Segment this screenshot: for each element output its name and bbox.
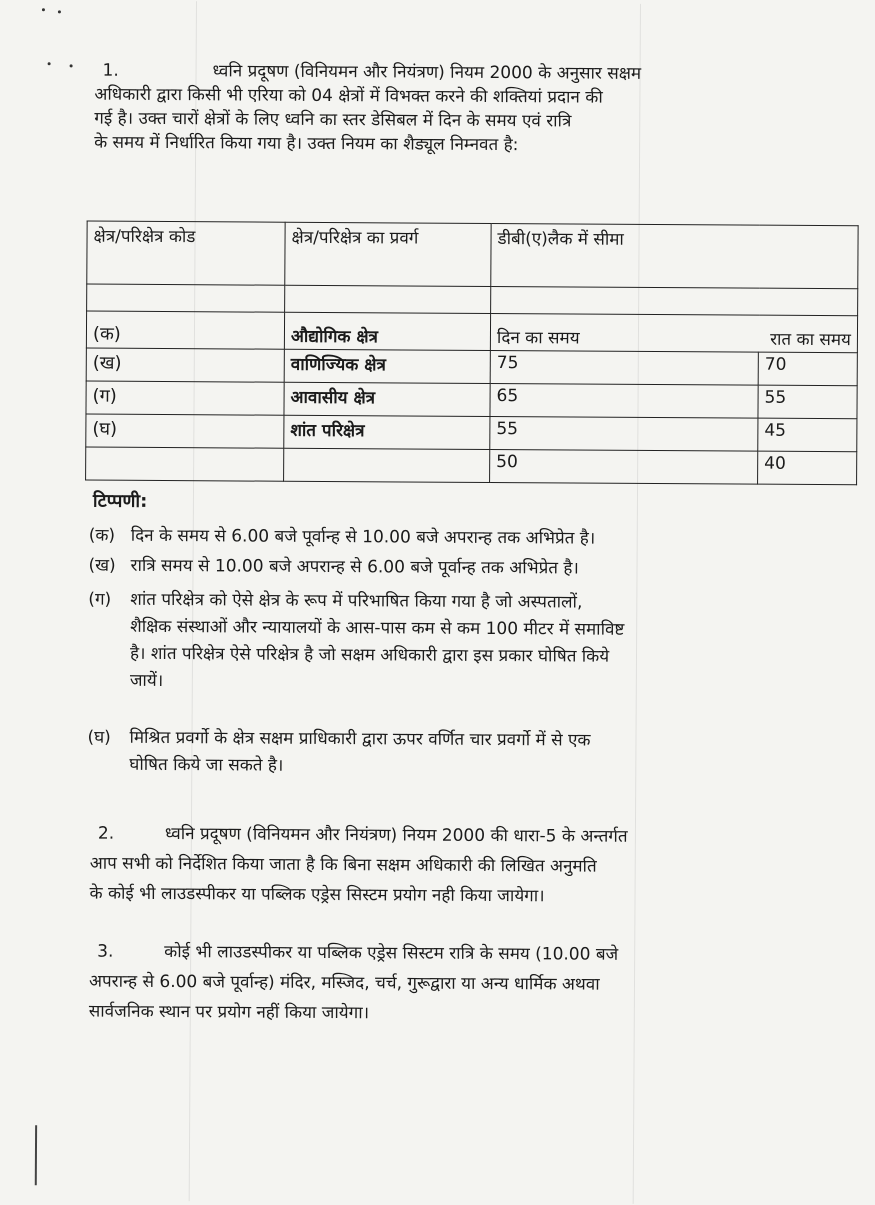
sub-night: रात का समय <box>770 329 851 351</box>
night-value: 45 <box>758 418 857 452</box>
notes-heading: टिप्पणी: <box>92 490 148 512</box>
paragraph-line: अधिकारी द्वारा किसी भी एरिया को 04 क्षेत्रों में विभक्त करने की शक्तियां प्रदान की <box>94 84 603 108</box>
note-line: जायें। <box>129 670 164 692</box>
day-value: 50 <box>490 450 758 485</box>
note-line: दिन के समय से 6.00 बजे पूर्वान्ह से 10.00 बजे अपरान्ह तक अभिप्रेत है। <box>130 525 596 549</box>
note-item <box>88 553 848 585</box>
table-row <box>86 447 857 485</box>
code-cell: (ग) <box>86 381 284 415</box>
note-line: मिश्रित प्रवर्गो के क्षेत्र सक्षम प्राधिकारी द्वारा ऊपर वर्णित चार प्रवर्गो में से एक <box>129 727 591 751</box>
paragraph-line: अपरान्ह से 6.00 बजे पूर्वान्ह) मंदिर, मस्जिद, चर्च, गुरूद्वारा या अन्य धार्मिक अथवा <box>88 971 600 995</box>
category-cell: आवासीय क्षेत्र <box>284 382 490 416</box>
scan-speck <box>58 10 61 13</box>
category-cell: औद्योगिक क्षेत्र <box>284 312 490 350</box>
day-value: 75 <box>490 351 758 386</box>
paragraph-number: 3. <box>97 941 114 962</box>
category-cell: वाणिज्यिक क्षेत्र <box>284 349 490 383</box>
paragraph-2 <box>89 819 860 914</box>
night-value: 55 <box>758 385 857 419</box>
note-line: शैक्षिक संस्थाओं और न्यायालयों के आस-पास कम से कम 100 मीटर में समाविष्ट <box>130 616 625 640</box>
note-mark: (क) <box>88 525 116 546</box>
paragraph-3 <box>89 937 860 1032</box>
time-subheader <box>490 314 857 353</box>
table-row <box>86 348 857 386</box>
note-line: रात्रि समय से 10.00 बजे अपरान्ह से 6.00 बजे पूर्वान्ह तक अभिप्रेत है। <box>130 555 579 579</box>
code-cell: (क) <box>86 311 284 349</box>
note-item <box>89 523 849 555</box>
paragraph-line: सार्वजनिक स्थान पर प्रयोग नहीं किया जायेगा। <box>88 1001 370 1024</box>
table-row <box>86 381 857 419</box>
header-code: क्षेत्र/परिक्षेत्र कोड <box>87 221 285 285</box>
paragraph-line: ध्वनि प्रदूषण (विनियमन और नियंत्रण) नियम 2000 के अनुसार सक्षम <box>212 61 642 84</box>
table-cell <box>284 448 490 482</box>
note-mark: (घ) <box>87 727 111 748</box>
code-cell: (ख) <box>86 348 284 382</box>
note-mark: (ख) <box>88 555 116 576</box>
note-mark: (ग) <box>88 589 112 610</box>
table-cell <box>86 447 284 481</box>
paragraph-line: कोई भी लाउडस्पीकर या पब्लिक एड्रेस सिस्टम रात्रि के समय (10.00 बजे <box>164 942 619 965</box>
table-cell <box>87 284 285 312</box>
scan-speck <box>70 64 73 67</box>
note-line: है। शांत परिक्षेत्र ऐसे परिक्षेत्र है जो सक्षम अधिकारी द्वारा इस प्रकार घोषित किये <box>129 643 610 667</box>
scan-speck <box>42 8 45 11</box>
night-value: 70 <box>758 352 857 386</box>
note-line: घोषित किये जा सकते है। <box>129 754 284 776</box>
paragraph-line: के कोई भी लाउडस्पीकर या पब्लिक एड्रेस सिस्टम प्रयोग नही किया जायेगा। <box>89 883 545 907</box>
sub-day: दिन का समय <box>496 328 580 349</box>
table-subheader-row <box>86 311 857 353</box>
paragraph-number: 2. <box>97 823 115 844</box>
header-limit: डीबी(ए)लैक में सीमा <box>491 224 858 289</box>
table-cell <box>285 285 491 313</box>
note-item <box>88 587 849 700</box>
code-cell: (घ) <box>86 414 284 448</box>
noise-limit-table <box>85 221 859 486</box>
scan-edge-mark <box>35 1125 37 1185</box>
table-row <box>86 414 857 452</box>
paragraph-line: ध्वनि प्रदूषण (विनियमन और नियंत्रण) नियम 2000 की धारा-5 के अन्तर्गत <box>164 824 628 847</box>
table-header-row <box>87 221 858 289</box>
night-value: 40 <box>758 451 857 485</box>
paragraph-line: गई है। उक्त चारों क्षेत्रों के लिए ध्वनि का स्तर डेसिबल में दिन के समय एवं रात्रि <box>94 108 572 132</box>
day-value: 65 <box>490 384 758 419</box>
note-item <box>87 725 847 784</box>
day-value: 55 <box>490 417 758 452</box>
paragraph-1 <box>94 59 865 160</box>
note-line: शांत परिक्षेत्र को ऐसे क्षेत्र के रूप में परिभाषित किया गया है जो अस्पतालों, <box>130 589 583 613</box>
paragraph-number: 1. <box>102 60 119 81</box>
paragraph-line: आप सभी को निर्देशित किया जाता है कि बिना सक्षम अधिकारी की लिखित अनुमति <box>89 853 597 877</box>
scan-speck <box>48 62 51 65</box>
table-cell <box>491 287 858 316</box>
category-cell: शांत परिक्षेत्र <box>284 415 490 449</box>
paragraph-line: के समय में निर्धारित किया गया है। उक्त नियम का शैड्यूल निम्नवत है: <box>94 132 519 156</box>
header-category: क्षेत्र/परिक्षेत्र का प्रवर्ग <box>285 222 491 286</box>
